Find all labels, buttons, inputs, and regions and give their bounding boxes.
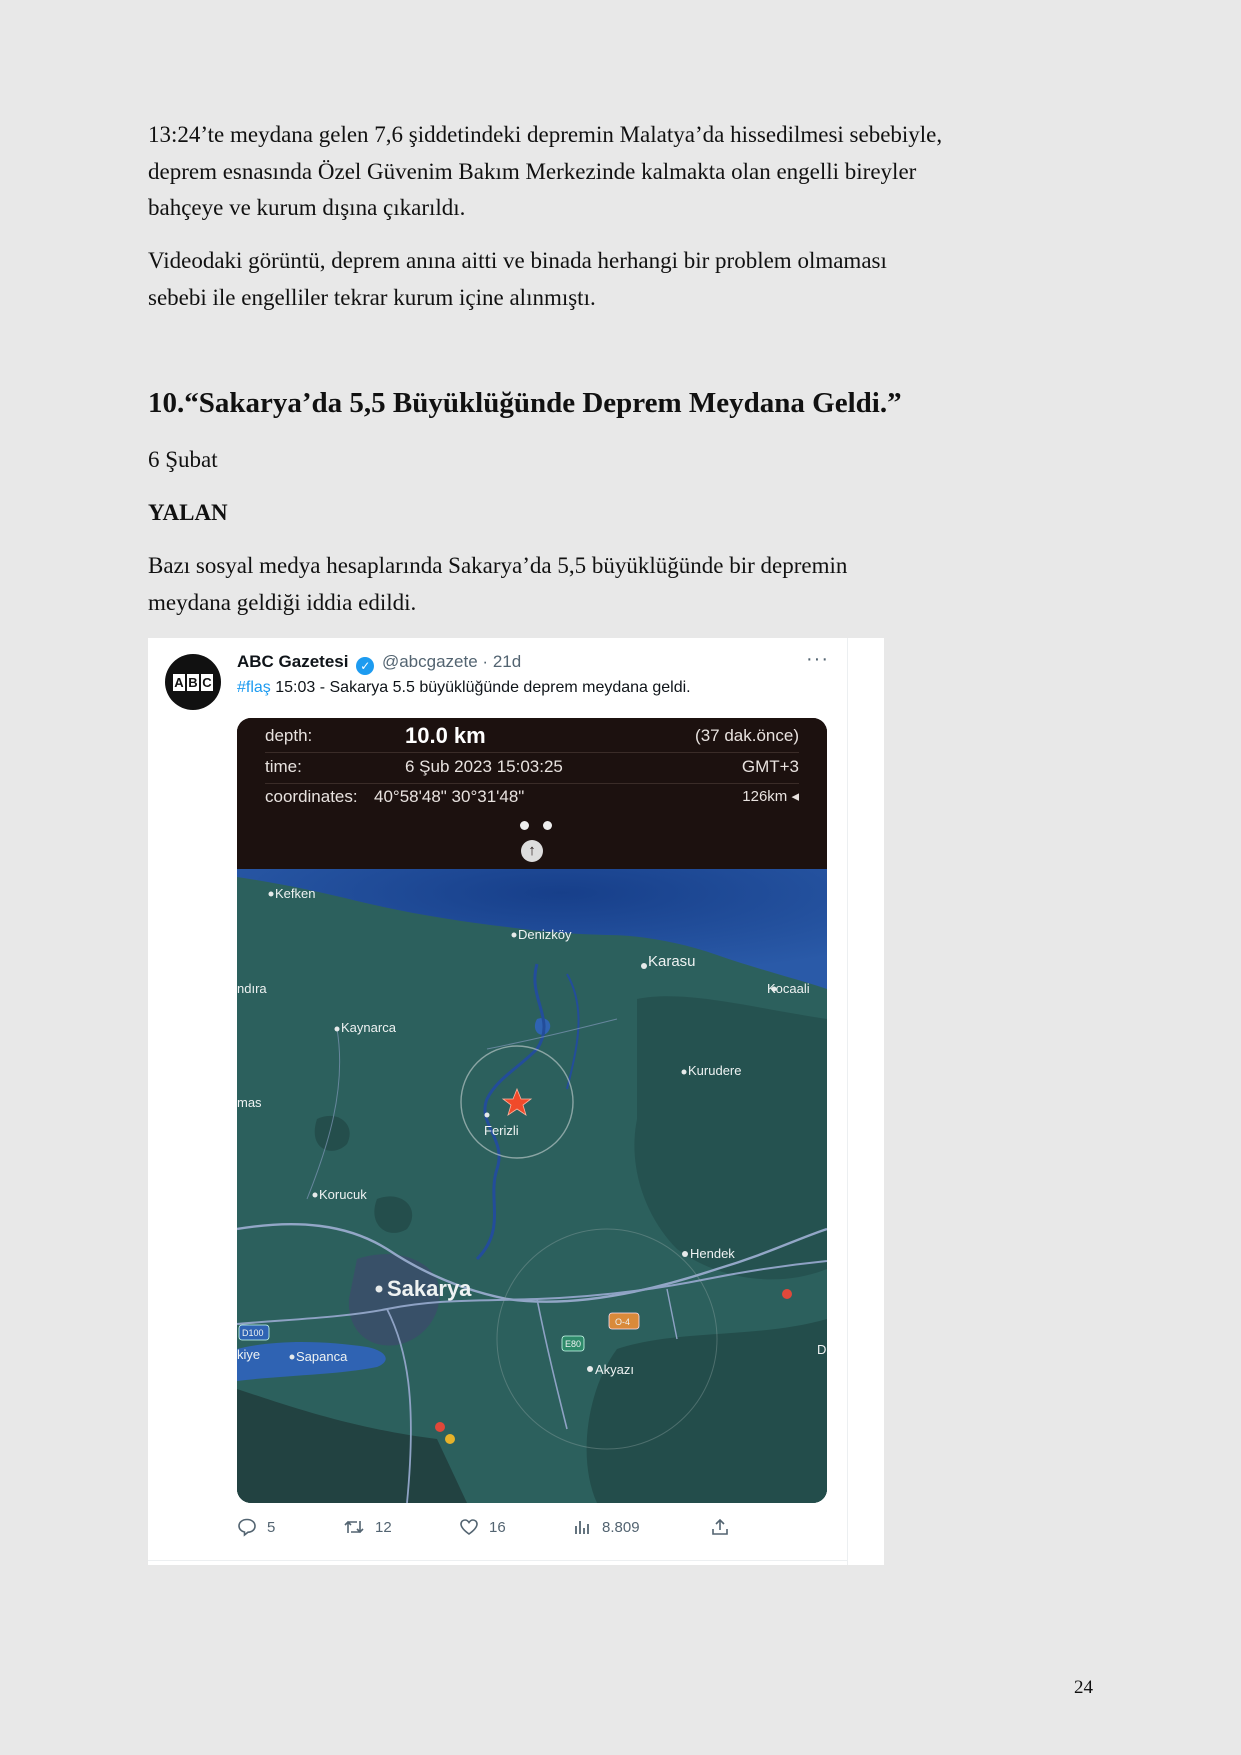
map-label-kiye: kiye [237,1347,261,1362]
views-button[interactable] [572,1515,640,1539]
map-label-akyazi: Akyazı [595,1362,635,1377]
like-count: 16 [489,1518,506,1536]
coordinates-row [265,787,799,813]
page-number: 24 [1074,1677,1093,1698]
map-label-sapanca: Sapanca [296,1349,348,1364]
views-chart-icon [572,1517,592,1537]
quake-dot [445,1434,455,1444]
map-label-sakarya: Sakarya [387,1276,472,1301]
map-label-denizkoy: Denizköy [518,927,572,942]
separator-dot: · [482,652,489,671]
road-sign-d100: D100 [242,1328,264,1338]
map-label-kocaali: Kocaali [767,981,810,996]
time-label: time: [265,757,302,776]
map-label-ferizli: Ferizli [484,1123,519,1138]
map-label-ndira: ndıra [237,981,267,996]
tweet-screenshot [148,638,884,1565]
quake-info-panel [237,718,827,869]
section-heading: 10.“Sakarya’da 5,5 Büyüklüğünde Deprem Meydana Geldi.” [148,387,902,419]
coordinates-value: 40°58'48" 30°31'48" [374,787,525,806]
tweet-action-bar [237,1515,757,1539]
text-line: Bazı sosyal medya hesaplarında Sakarya’da 5,5 büyüklüğünde bir depremin [148,553,848,578]
reply-count: 5 [267,1518,276,1536]
like-button[interactable] [459,1515,506,1539]
depth-ago: (37 dak.önce) [695,726,799,745]
reply-button[interactable] [237,1515,275,1539]
map-label-karasu: Karasu [648,953,696,970]
pager-dots [513,815,559,835]
arrow-up-icon[interactable]: ↑ [521,840,543,862]
time-row [265,757,799,783]
depth-value: 10.0 km [405,723,486,748]
tweet-body: 15:03 - Sakarya 5.5 büyüklüğünde deprem meydana geldi. [270,679,691,696]
quake-dot [782,1289,792,1299]
tweet-timestamp[interactable]: 21d [492,652,522,671]
time-value: 6 Şub 2023 15:03:25 [405,757,563,776]
text-line: sebebi ile engelliler tekrar kurum içine alınmıştı. [148,284,596,310]
depth-row [265,723,799,752]
tweet-media-image[interactable] [237,718,827,1503]
heart-icon [459,1517,479,1537]
verdict-label: YALAN [148,500,228,525]
retweet-button[interactable] [343,1515,392,1539]
divider [847,638,848,1565]
map-label-korucuk: Korucuk [319,1187,367,1202]
paragraph-claim [148,548,1108,621]
section-date: 6 Şubat [148,447,218,472]
quake-dot [435,1422,445,1432]
share-button[interactable] [710,1515,730,1539]
text-line: 13:24’te meydana gelen 7,6 şiddetindeki depremin Malatya’da hissedilmesi sebebiyle, [148,122,943,147]
more-options-icon[interactable]: ··· [806,648,829,670]
map-label-kefken: Kefken [275,886,316,901]
distance-value: 126km ◂ [742,788,799,805]
avatar[interactable] [165,654,221,710]
account-handle[interactable]: @abcgazete [381,652,478,671]
map-label-kaynarca: Kaynarca [341,1020,396,1035]
account-name[interactable]: ABC Gazetesi [237,652,349,671]
views-count: 8.809 [602,1518,640,1536]
paragraph-evacuation [148,117,1108,227]
text-line: Videodaki görüntü, deprem anına aitti ve binada herhangi bir problem olmaması [148,248,887,273]
tweet-text [237,679,691,697]
map-label-mas: mas [237,1095,262,1110]
text-line: deprem esnasında Özel Güvenim Bakım Merkezinde kalmakta olan engelli bireyler [148,158,917,184]
earthquake-map[interactable] [237,869,827,1503]
time-zone: GMT+3 [741,757,799,776]
hashtag-link[interactable]: #flaş [237,679,271,696]
road-sign-o4: O-4 [615,1317,631,1327]
verified-badge-icon: ✓ [356,657,374,675]
road-sign-e80: E80 [565,1339,582,1349]
divider [265,783,799,784]
retweet-count: 12 [375,1518,392,1536]
map-label-kurudere: Kurudere [688,1063,742,1078]
map-label-d: D [817,1342,827,1357]
divider [265,752,799,753]
depth-label: depth: [265,726,313,745]
retweet-icon [343,1517,365,1537]
tweet-header [237,652,521,675]
share-icon [710,1517,730,1537]
coordinates-label: coordinates: [265,787,358,806]
map-drawing [237,869,827,1503]
map-label-hendek: Hendek [690,1246,735,1261]
text-line: bahçeye ve kurum dışına çıkarıldı. [148,195,466,220]
reply-icon [237,1517,257,1537]
abc-logo: A B C [174,674,212,690]
text-line: meydana geldiği iddia edildi. [148,589,417,615]
paragraph-video-explanation [148,243,1108,316]
divider [148,1560,848,1561]
